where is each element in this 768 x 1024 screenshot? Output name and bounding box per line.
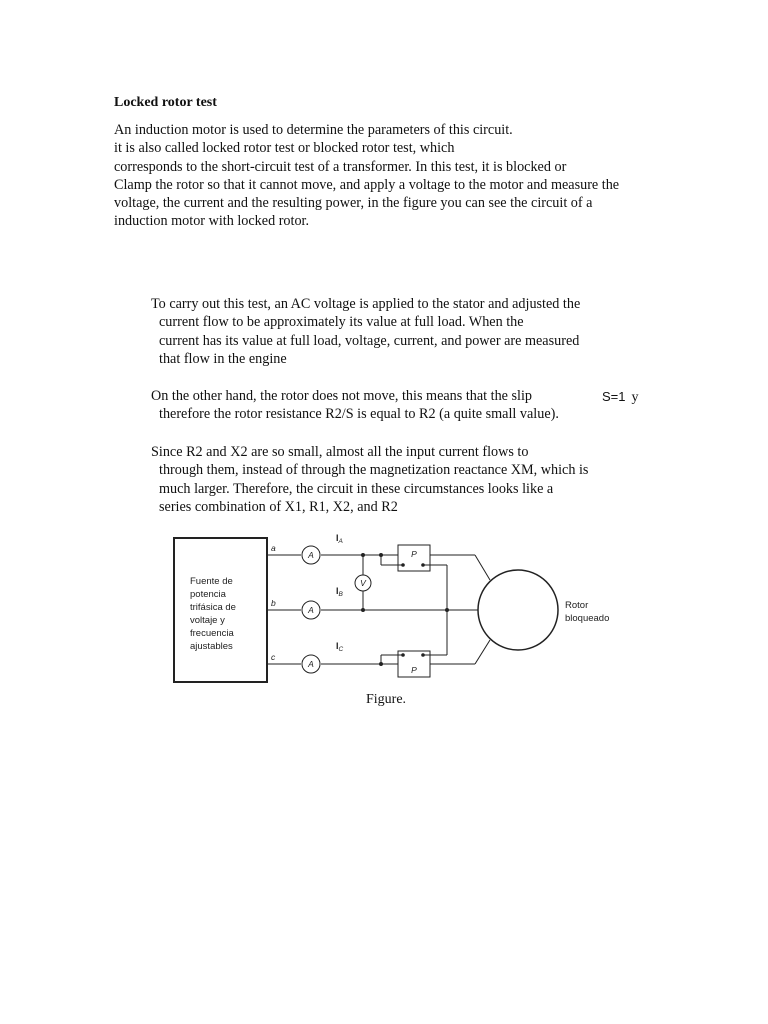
intro-paragraph xyxy=(114,121,619,231)
ammeter-symbol: A xyxy=(308,605,314,615)
source-label-line: trifásica de xyxy=(190,602,236,613)
bullet-line: current has its value at full load, voltage, current, and power are measured xyxy=(159,332,580,349)
paragraph-line: corresponds to the short-circuit test of a transformer. In this test, it is blocked or xyxy=(114,158,567,175)
ammeter-symbol: A xyxy=(308,550,314,560)
wattmeter-symbol: P xyxy=(411,665,417,675)
bullet-item xyxy=(138,295,580,368)
bullet-item xyxy=(138,387,559,424)
slip-note xyxy=(602,388,639,407)
source-label-line: potencia xyxy=(190,589,226,600)
phase-label-a: a xyxy=(271,543,276,553)
figure-caption: Figure. xyxy=(366,692,407,707)
bullet-line: On the other hand, the rotor does not move, this means that the slip xyxy=(151,388,533,404)
source-label-line: voltaje y xyxy=(190,615,225,626)
locked-rotor-motor xyxy=(478,570,558,650)
bullet-line: therefore the rotor resistance R2/S is equal to R2 (a quite small value). xyxy=(159,406,559,423)
bullet-line: To carry out this test, an AC voltage is applied to the stator and adjusted the xyxy=(151,296,581,312)
paragraph-line: An induction motor is used to determine the parameters of this circuit. xyxy=(114,122,513,138)
slip-suffix: y xyxy=(631,390,639,405)
ammeter-symbol: A xyxy=(308,659,314,669)
bullet-line: much larger. Therefore, the circuit in these circumstances looks like a xyxy=(159,480,554,497)
bullet-line: that flow in the engine xyxy=(159,350,287,367)
phase-label-c: c xyxy=(271,652,276,662)
source-label-line: ajustables xyxy=(190,641,233,652)
paragraph-line: induction motor with locked rotor. xyxy=(114,213,310,230)
bullet-line: through them, instead of through the magnetization reactance XM, which is xyxy=(159,462,589,479)
paragraph-line: it is also called locked rotor test or blocked rotor test, which xyxy=(114,140,455,157)
paragraph-line: Clamp the rotor so that it cannot move, and apply a voltage to the motor and measure the xyxy=(114,176,620,193)
bullet-line: series combination of X1, R1, X2, and R2 xyxy=(159,498,398,515)
phase-label-b: b xyxy=(271,598,276,608)
source-label-line: Fuente de xyxy=(190,576,233,587)
voltmeter-symbol: V xyxy=(360,578,366,588)
current-label-a: $I_A$ xyxy=(336,533,343,545)
section-title: Locked rotor test xyxy=(114,95,217,110)
rotor-label-line: bloqueado xyxy=(565,613,610,624)
rotor-label-line: Rotor xyxy=(565,600,589,611)
bullet-line: current flow to be approximately its value at full load. When the xyxy=(159,314,524,331)
source-label-line: frecuencia xyxy=(190,628,234,639)
bullet-item xyxy=(138,443,588,516)
slip-value: S=1 xyxy=(602,389,626,404)
bullet-line: Since R2 and X2 are so small, almost all the input current flows to xyxy=(151,444,529,460)
wattmeter-symbol: P xyxy=(411,549,417,559)
current-label-b: $I_B$ xyxy=(336,586,343,598)
current-label-c: $I_C$ xyxy=(336,641,344,653)
paragraph-line: voltage, the current and the resulting power, in the figure you can see the circuit of a xyxy=(114,195,593,212)
locked-rotor-circuit-diagram xyxy=(170,530,630,685)
